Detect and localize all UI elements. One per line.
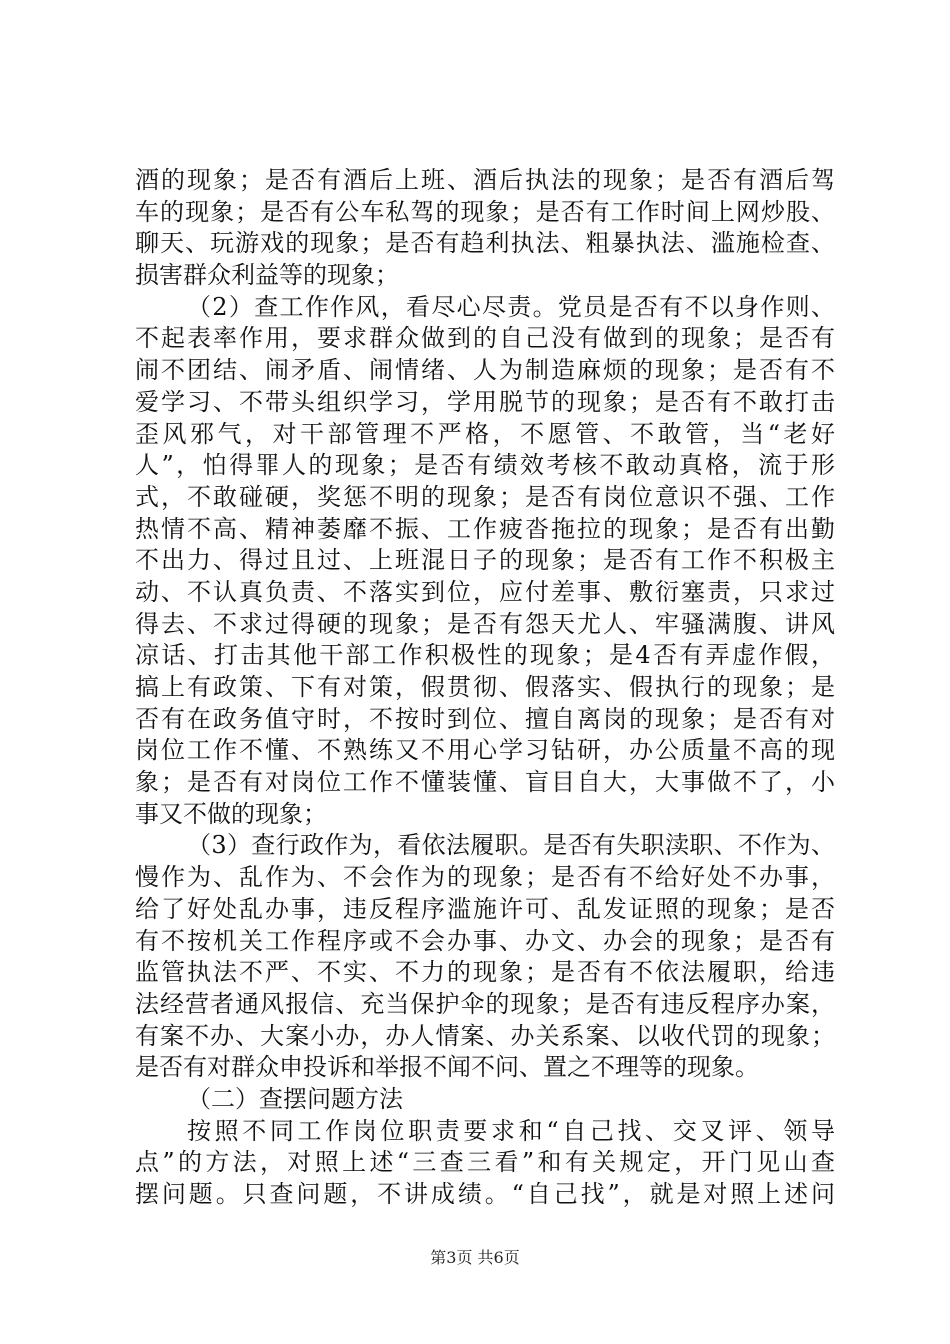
text-line: 象；是否有对岗位工作不懂装懂、盲目自大，大事做不了，小 bbox=[135, 768, 835, 797]
text-line: 点”的方法，对照上述“三查三看”和有关规定，开门见山查 bbox=[135, 1148, 835, 1177]
text-line: 热情不高、精神萎靡不振、工作疲沓拖拉的现象；是否有出勤 bbox=[135, 514, 835, 543]
text-line: 得去、不求过得硬的现象；是否有怨天尤人、牢骚满腹、讲风 bbox=[135, 609, 835, 638]
text-line: 凉话、打击其他干部工作积极性的现象；是4否有弄虚作假， bbox=[135, 641, 835, 670]
text-line: 损害群众利益等的现象； bbox=[135, 261, 399, 290]
text-line: 监管执法不严、不实、不力的现象；是否有不依法履职，给违 bbox=[135, 958, 835, 987]
text-line: 否有在政务值守时，不按时到位、擅自离岗的现象；是否有对 bbox=[135, 704, 835, 733]
text-line: 是否有对群众申投诉和举报不闻不问、置之不理等的现象。 bbox=[135, 1053, 759, 1082]
text-line: 搞上有政策、下有对策，假贯彻、假落实、假执行的现象；是 bbox=[135, 673, 835, 701]
text-line: 有案不办、大案小办，办人情案、办关系案、以收代罚的现象； bbox=[135, 1021, 835, 1050]
text-line: 不出力、得过且过、上班混日子的现象；是否有工作不积极主 bbox=[135, 546, 835, 575]
document-body bbox=[135, 165, 835, 1211]
text-line: 爱学习、不带头组织学习，学用脱节的现象；是否有不敢打击 bbox=[135, 387, 835, 416]
text-line: 法经营者通风报信、充当保护伞的现象；是否有违反程序办案， bbox=[135, 989, 835, 1018]
text-line: 动、不认真负责、不落实到位，应付差事、敷衍塞责，只求过 bbox=[135, 577, 835, 606]
text-line: 车的现象；是否有公车私驾的现象；是否有工作时间上网炒股、 bbox=[135, 197, 835, 226]
text-line: 事又不做的现象； bbox=[135, 799, 327, 828]
text-line: 聊天、玩游戏的现象；是否有趋利执法、粗暴执法、滥施检查、 bbox=[135, 229, 835, 258]
text-line: 岗位工作不懂、不熟练又不用心学习钻研，办公质量不高的现 bbox=[135, 736, 835, 765]
text-line: 酒的现象；是否有酒后上班、酒后执法的现象；是否有酒后驾 bbox=[135, 166, 835, 194]
text-line: 摆问题。只查问题，不讲成绩。“自己找”，就是对照上述问 bbox=[135, 1180, 835, 1208]
text-line: 闹不团结、闹矛盾、闹情绪、人为制造麻烦的现象；是否有不 bbox=[135, 356, 835, 385]
text-line: 式，不敢碰硬，奖惩不明的现象；是否有岗位意识不强、工作 bbox=[135, 482, 835, 511]
text-line: 不起表率作用，要求群众做到的自己没有做到的现象；是否有 bbox=[135, 324, 835, 353]
text-line: 人”，怕得罪人的现象；是否有绩效考核不敢动真格，流于形 bbox=[135, 451, 835, 480]
text-line: 慢作为、乱作为、不会作为的现象；是否有不给好处不办事， bbox=[135, 863, 835, 892]
text-line: 歪风邪气，对干部管理不严格，不愿管、不敢管，当“老好 bbox=[135, 419, 835, 448]
text-line: 有不按机关工作程序或不会办事、办文、办会的现象；是否有 bbox=[135, 926, 835, 955]
text-line: （二）查摆问题方法 bbox=[187, 1084, 403, 1113]
text-line: 给了好处乱办事，违反程序滥施许可、乱发证照的现象；是否 bbox=[135, 894, 835, 923]
text-line: 按照不同工作岗位职责要求和“自己找、交叉评、领导 bbox=[187, 1116, 835, 1145]
text-line: （2）查工作作风，看尽心尽责。党员是否有不以身作则、 bbox=[187, 292, 835, 321]
text-line: （3）查行政作为，看依法履职。是否有失职渎职、不作为、 bbox=[187, 831, 835, 860]
page-footer: 第3页 共6页 bbox=[430, 1248, 520, 1267]
